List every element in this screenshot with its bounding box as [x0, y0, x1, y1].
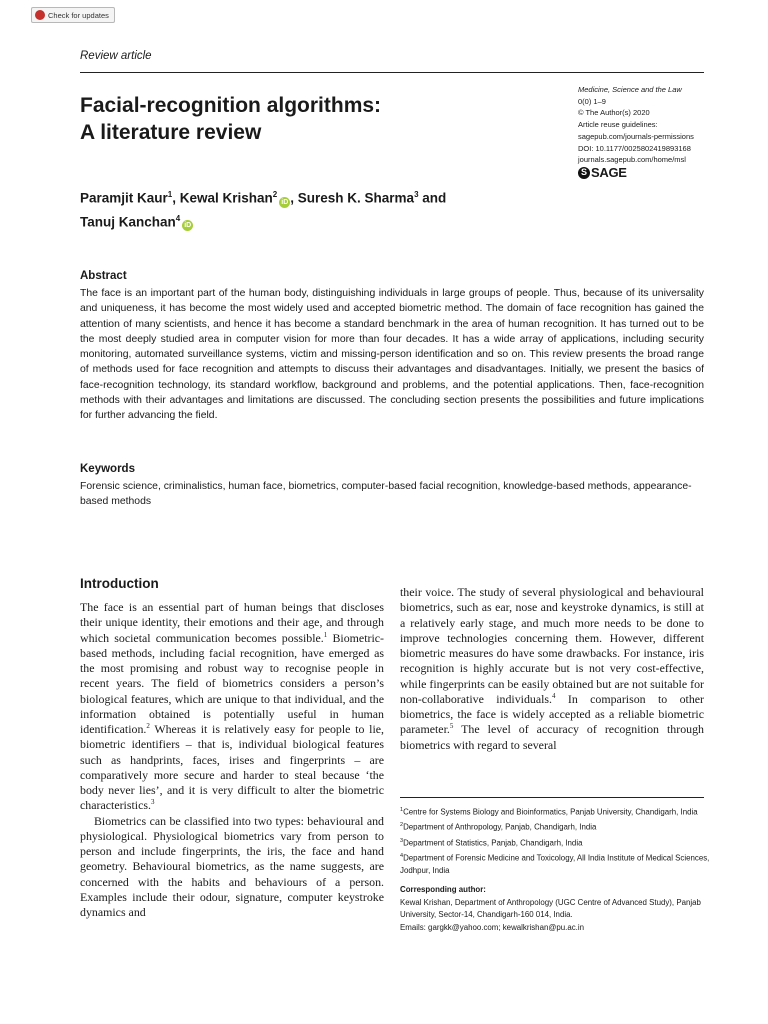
- author-separator: ,: [290, 190, 298, 206]
- sage-wordmark: SAGE: [591, 165, 627, 181]
- reuse-link[interactable]: sagepub.com/journals-permissions: [578, 131, 694, 141]
- paragraph-text: The level of accuracy of recognition through biometrics with regard to several: [400, 722, 704, 752]
- body-column-left: [80, 600, 384, 920]
- paragraph-text: In comparison to other biometrics, the face is widely accepted as a reliable biometric parameter.: [400, 691, 704, 737]
- affiliation-item: [400, 804, 710, 819]
- author-affiliation-ref: 4: [175, 213, 181, 223]
- citation-ref[interactable]: 3: [150, 798, 155, 807]
- citation-ref[interactable]: 5: [449, 722, 454, 731]
- author-affiliation-ref: 2: [272, 190, 278, 199]
- author-affiliation-ref: 3: [414, 190, 419, 199]
- affiliation-text: Centre for Systems Biology and Bioinformatics, Panjab University, Chandigarh, India: [403, 807, 698, 817]
- orcid-icon[interactable]: iD: [281, 198, 289, 206]
- paragraph-text: Biometric-based methods, including facial recognition, have emerged as the most promising and robust way to recognise people in recent years. The field of biometrics considers a person’s biological features, which are unique to that individual, and the information obtained is potentially useful in human identification.: [80, 630, 384, 736]
- author-name: Tanuj Kanchan: [80, 214, 176, 229]
- affiliation-number: 1: [400, 807, 404, 813]
- author-separator: ,: [172, 190, 180, 206]
- affiliation-text: Department of Forensic Medicine and Toxicology, All India Institute of Medical Sciences, Jodhpur, India: [400, 853, 710, 876]
- affiliation-item: [400, 819, 710, 834]
- sage-logo-icon: S: [578, 167, 590, 179]
- affiliation-number: 3: [400, 837, 404, 844]
- introduction-heading: Introduction: [80, 576, 159, 591]
- affiliations-footnote: [400, 804, 710, 935]
- citation-ref[interactable]: 2: [146, 722, 150, 731]
- paragraph: [80, 600, 384, 814]
- paragraph-text: their voice. The study of several physiological and behavioural biometrics, such as ear, nose and keystroke dynamics, is still at a relatively early stage, and much more needs to be done to improve technologies concerning them. However, different biometric measures do have some drawbacks. For instance, iris recognition is highly accurate but is not very cost-effective, while fingerprints can be easily obtained but are not suitable for non-collaborative individuals.: [400, 585, 704, 706]
- paragraph-text: Whereas it is relatively easy for people to lie, biometric identifiers – that is, individual biological features such as handprints, faces, irises and fingerprints – are comparatively more secure and harder to steal because ‘the body never lies’, and it is very difficult to alter the biometric characteristics.: [80, 722, 384, 813]
- update-check-icon: [35, 10, 45, 20]
- check-for-updates-badge[interactable]: [31, 7, 115, 23]
- author-affiliation-ref: 1: [167, 190, 173, 199]
- corresponding-author-emails[interactable]: Emails: gargkk@yahoo.com; kewalkrishan@pu.ac.in: [400, 923, 584, 933]
- footnote-rule: [400, 797, 704, 798]
- affiliation-item: [400, 835, 710, 850]
- author-name: Kewal Krishan: [179, 190, 273, 206]
- journal-url[interactable]: journals.sagepub.com/home/msl: [578, 155, 686, 165]
- abstract-heading: Abstract: [80, 270, 127, 282]
- journal-volume: 0(0) 1–9: [578, 96, 606, 106]
- journal-name: Medicine, Science and the Law: [578, 85, 682, 94]
- reuse-label: Article reuse guidelines:: [578, 120, 658, 130]
- affiliation-text: Department of Statistics, Panjab, Chandigarh, India: [403, 838, 583, 848]
- sage-logo: [578, 167, 728, 179]
- keywords-text: Forensic science, criminalistics, human face, biometrics, computer-based facial recognition, knowledge-based methods, appearance-based methods: [80, 481, 692, 508]
- affiliation-number: 4: [400, 852, 404, 859]
- journal-copyright: © The Author(s) 2020: [578, 108, 650, 118]
- corresponding-author-heading: Corresponding author:: [400, 885, 486, 895]
- article-type: Review article: [80, 50, 152, 62]
- paragraph-text: The face is an essential part of human beings that discloses their unique identity, their emotions and their age, and through which societal communication becomes possible.: [80, 600, 384, 645]
- orcid-icon[interactable]: iD: [184, 222, 192, 229]
- citation-ref[interactable]: 1: [323, 630, 328, 639]
- affiliation-item: [400, 850, 710, 878]
- journal-doi[interactable]: DOI: 10.1177/0025802419893168: [578, 143, 691, 153]
- corresponding-author-address: Kewal Krishan, Department of Anthropology (UGC Centre of Advanced Study), Panjab University, Sector-14, Chandigarh-160 014, India.: [400, 897, 701, 920]
- author-separator: and: [418, 190, 447, 206]
- article-title: [80, 92, 560, 146]
- author-list: [80, 185, 580, 232]
- abstract-text: The face is an important part of the human body, distinguishing individuals in large groups of people. Thus, because of its universality and uniqueness, it has become the most widely used and accepted biometric method. The domain of face recognition has gained the attention of many scientists, and hence it has become a standard benchmark in the area of human recognition. It has turned out to be the most deeply studied area in computer vision for more than four decades. It has a wide array of applications, including security monitoring, automated surveillance systems, victim and missing-person identification and so on. This review presents the broad range of methods used for face recognition and attempts to discuss their advantages and disadvantages. Initially, we present the basics of face-recognition technology, its standard workflow, background and problems, and the potential applications. Then, face-recognition methods with their advantages and limitations are discussed. The concluding section presents the possibilities and future implications for further advancing the field.: [80, 288, 704, 422]
- affiliation-number: 2: [400, 822, 404, 829]
- citation-ref[interactable]: 4: [552, 691, 556, 700]
- body-column-right: [400, 585, 704, 753]
- title-line-2: A literature review: [80, 121, 262, 144]
- keywords-heading: Keywords: [80, 463, 135, 475]
- journal-info: [578, 84, 728, 179]
- header-rule: [80, 72, 704, 73]
- affiliation-text: Department of Anthropology, Panjab, Chandigarh, India: [403, 822, 597, 832]
- title-line-1: Facial-recognition algorithms:: [80, 94, 382, 117]
- paragraph: [400, 585, 704, 753]
- author-name: Suresh K. Sharma: [297, 190, 415, 206]
- check-for-updates-label: Check for updates: [48, 10, 109, 20]
- paragraph: Biometrics can be classified into two types: behavioural and physiological. Physiological biometrics vary from person to person and include fingerprints, the iris, the face and hand geometry. Behavioural biometrics, as the name suggests, are concerned with the habits and behaviours of a person. Examples include their odour, signature, computer keystroke dynamics and: [80, 813, 384, 919]
- author-name: Paramjit Kaur: [80, 190, 168, 206]
